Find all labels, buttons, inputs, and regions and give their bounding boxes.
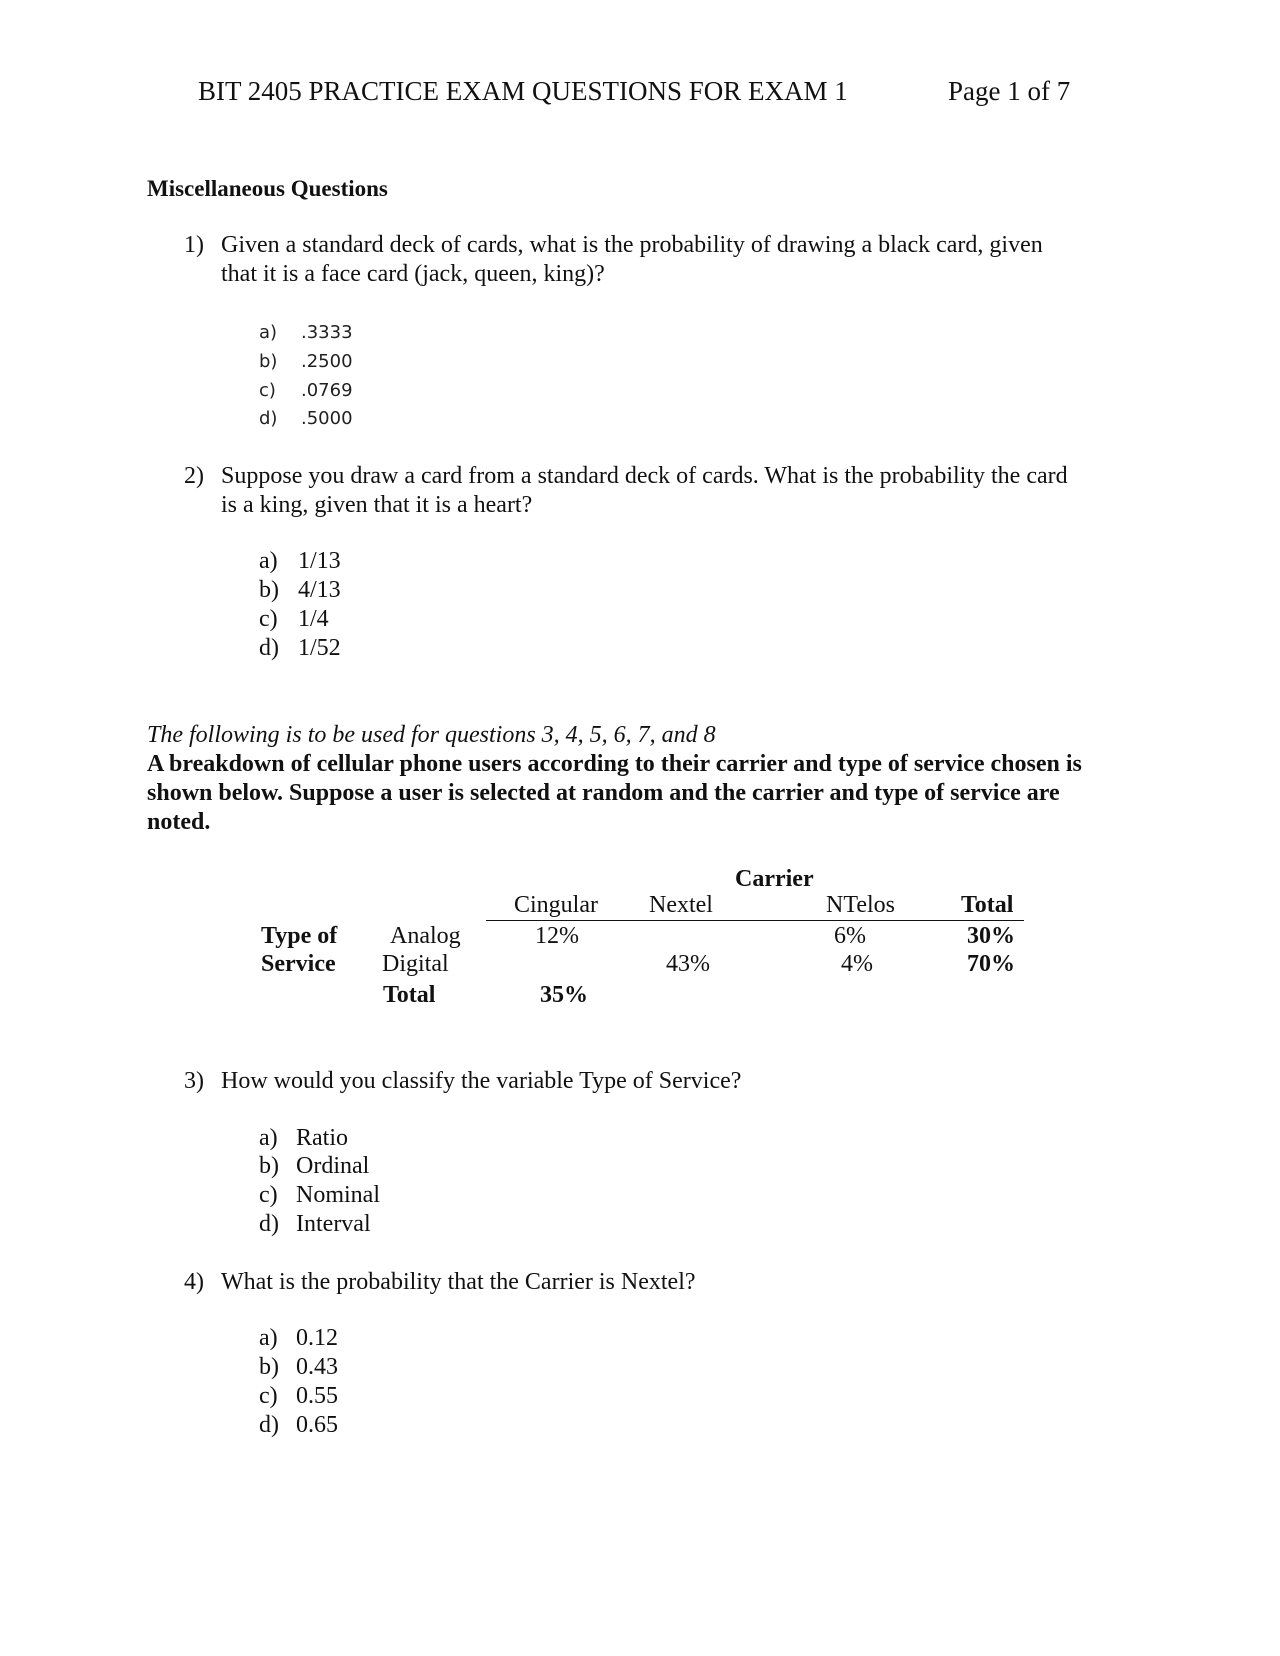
option-label: b) bbox=[259, 1153, 279, 1179]
option-label: d) bbox=[259, 408, 278, 429]
row-label: Analog bbox=[390, 923, 461, 949]
option-label: a) bbox=[259, 548, 278, 574]
option-value: .3333 bbox=[301, 322, 353, 343]
question-text: Suppose you draw a card from a standard deck of cards. What is the probability the card bbox=[221, 463, 1068, 489]
question-text: Given a standard deck of cards, what is the probability of drawing a black card, given bbox=[221, 232, 1043, 258]
table-cell: 4% bbox=[841, 951, 873, 977]
table-cell: 6% bbox=[834, 923, 866, 949]
row-group-label: Type of bbox=[261, 923, 338, 949]
question-text: is a king, given that it is a heart? bbox=[221, 492, 533, 518]
column-header: Cingular bbox=[514, 892, 598, 918]
option-value: .0769 bbox=[301, 380, 353, 401]
context-text: noted. bbox=[147, 809, 211, 835]
option-label: d) bbox=[259, 635, 279, 661]
page-number: Page 1 of 7 bbox=[948, 76, 1071, 106]
table-cell: 30% bbox=[967, 923, 1015, 949]
row-label: Total bbox=[383, 982, 436, 1008]
column-header: Total bbox=[961, 892, 1014, 918]
option-value: Interval bbox=[296, 1211, 371, 1237]
option-value: 0.65 bbox=[296, 1412, 338, 1438]
row-group-label: Service bbox=[261, 951, 336, 977]
option-label: c) bbox=[259, 1383, 278, 1409]
table-cell: 35% bbox=[540, 982, 588, 1008]
carrier-header: Carrier bbox=[735, 866, 814, 892]
option-value: 1/4 bbox=[298, 606, 329, 632]
option-label: b) bbox=[259, 577, 279, 603]
option-value: 1/52 bbox=[298, 635, 341, 661]
question-text: What is the probability that the Carrier is Nextel? bbox=[221, 1269, 696, 1295]
option-label: a) bbox=[259, 322, 278, 343]
question-number: 4) bbox=[184, 1269, 204, 1295]
option-value: Nominal bbox=[296, 1182, 380, 1208]
context-intro: The following is to be used for questions 3, 4, 5, 6, 7, and 8 bbox=[147, 722, 716, 748]
option-label: a) bbox=[259, 1125, 278, 1151]
option-value: 4/13 bbox=[298, 577, 341, 603]
option-label: d) bbox=[259, 1412, 279, 1438]
question-number: 1) bbox=[184, 232, 204, 258]
header-rule bbox=[486, 920, 1024, 921]
option-label: a) bbox=[259, 1325, 278, 1351]
context-text: shown below. Suppose a user is selected at random and the carrier and type of service are bbox=[147, 780, 1060, 806]
question-number: 3) bbox=[184, 1068, 204, 1094]
option-label: c) bbox=[259, 1182, 278, 1208]
column-header: NTelos bbox=[826, 892, 895, 918]
option-value: Ordinal bbox=[296, 1153, 370, 1179]
table-cell: 70% bbox=[967, 951, 1015, 977]
option-value: 1/13 bbox=[298, 548, 341, 574]
section-title: Miscellaneous Questions bbox=[147, 176, 388, 201]
column-header: Nextel bbox=[649, 892, 713, 918]
row-label: Digital bbox=[382, 951, 449, 977]
question-text: How would you classify the variable Type of Service? bbox=[221, 1068, 742, 1094]
page-title: BIT 2405 PRACTICE EXAM QUESTIONS FOR EXAM 1 bbox=[198, 76, 848, 106]
question-number: 2) bbox=[184, 463, 204, 489]
context-text: A breakdown of cellular phone users according to their carrier and type of service chosen is bbox=[147, 751, 1082, 777]
option-label: b) bbox=[259, 351, 278, 372]
option-value: Ratio bbox=[296, 1125, 348, 1151]
option-label: b) bbox=[259, 1354, 279, 1380]
option-value: .2500 bbox=[301, 351, 353, 372]
table-cell: 12% bbox=[535, 923, 579, 949]
question-text: that it is a face card (jack, queen, king)? bbox=[221, 261, 605, 287]
table-cell: 43% bbox=[666, 951, 710, 977]
option-label: c) bbox=[259, 380, 276, 401]
option-value: 0.43 bbox=[296, 1354, 338, 1380]
option-label: d) bbox=[259, 1211, 279, 1237]
option-value: .5000 bbox=[301, 408, 353, 429]
option-label: c) bbox=[259, 606, 278, 632]
option-value: 0.55 bbox=[296, 1383, 338, 1409]
option-value: 0.12 bbox=[296, 1325, 338, 1351]
